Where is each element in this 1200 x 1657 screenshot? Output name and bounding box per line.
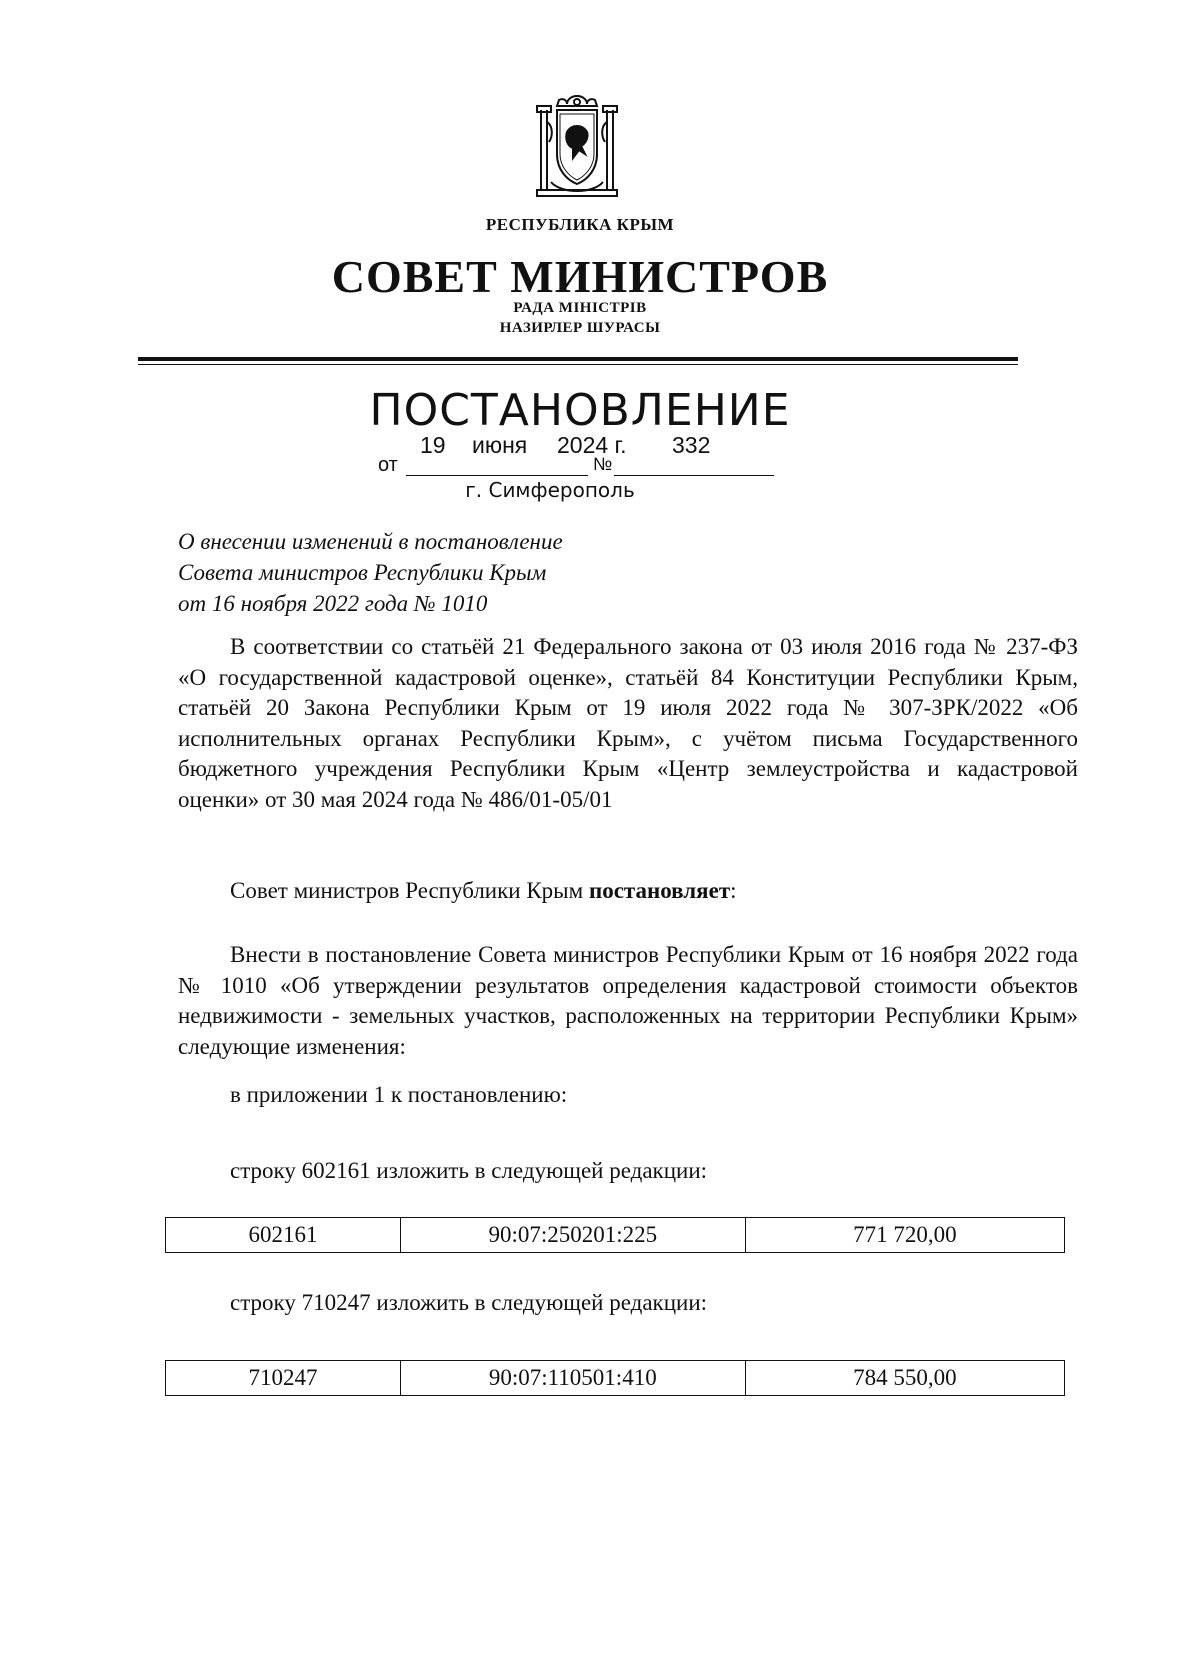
date-day: 19: [420, 432, 446, 458]
row-id-cell: 602161: [166, 1218, 401, 1253]
date-month: июня: [472, 432, 528, 458]
cadastral-number-cell: 90:07:250201:225: [400, 1218, 745, 1253]
table-row: [166, 1361, 1065, 1396]
row1-intro: строку 602161 изложить в следующей редакции:: [230, 1158, 708, 1183]
number-underline: [614, 475, 774, 476]
row-table-602161: [165, 1217, 1065, 1253]
preamble-paragraph: В соответствии со статьёй 21 Федерального закона от 03 июля 2016 года № 237-ФЗ «О государственной кадастровой оценке», статьёй 84 Конституции Республики Крым, статьёй 20 Закона Республики Крым от 19 июля 2022 года № 307-ЗРК/2022 «Об исполнительных органах Республики Крым», с учётом письма Государственного бюджетного учреждения Республики Крым «Центр землеустройства и кадастровой оценки» от 30 мая 2024 года № 486/01-05/01: [178, 634, 1078, 812]
title-line: Совета министров Республики Крым: [178, 560, 547, 585]
row2-intro: строку 710247 изложить в следующей редакции:: [230, 1290, 708, 1315]
document-type: ПОСТАНОВЛЕНИЕ: [369, 385, 791, 436]
council-name: СОВЕТ МИНИСТРОВ: [331, 251, 829, 302]
title-line: О внесении изменений в постановление: [178, 529, 563, 554]
title-line: от 16 ноября 2022 года № 1010: [178, 591, 488, 616]
resolves-text: Совет министров Республики Крым: [230, 878, 589, 903]
row-table-710247: [165, 1360, 1065, 1396]
document-number: 332: [672, 432, 711, 458]
date-prefix: от: [378, 454, 398, 476]
council-name-crh: НАЗИРЛЕР ШУРАСЫ: [499, 320, 661, 336]
republic-name: РЕСПУБЛИКА КРЫМ: [485, 215, 675, 234]
row-id-cell: 710247: [166, 1361, 401, 1396]
resolves-line: [230, 878, 737, 904]
header-rule-thin: [138, 364, 1018, 365]
resolves-verb: постановляет: [588, 878, 731, 903]
cadastral-value-cell: 771 720,00: [745, 1218, 1064, 1253]
appendix-line: в приложении 1 к постановлению:: [230, 1082, 568, 1107]
date-year: 2024 г.: [557, 432, 627, 458]
table-row: [166, 1218, 1065, 1253]
amendment-paragraph: Внести в постановление Совета министров Республики Крым от 16 ноября 2022 года № 1010 «Об утверждении результатов определения кадастровой стоимости объектов недвижимости - земельных участков, расположенных на территории Республики Крым» следующие изменения:: [178, 942, 1078, 1059]
document-title: [178, 526, 563, 619]
cadastral-value-cell: 784 550,00: [745, 1361, 1064, 1396]
date-underline: [406, 475, 588, 476]
crimea-coat-of-arms-icon: [527, 92, 627, 204]
cadastral-number-cell: 90:07:110501:410: [400, 1361, 745, 1396]
city: г. Симферополь: [465, 478, 635, 502]
header-rule: [138, 357, 1018, 361]
number-prefix: №: [593, 454, 613, 474]
resolves-colon: :: [730, 878, 737, 903]
council-name-ua: РАДА МІНІСТРІВ: [513, 300, 647, 316]
